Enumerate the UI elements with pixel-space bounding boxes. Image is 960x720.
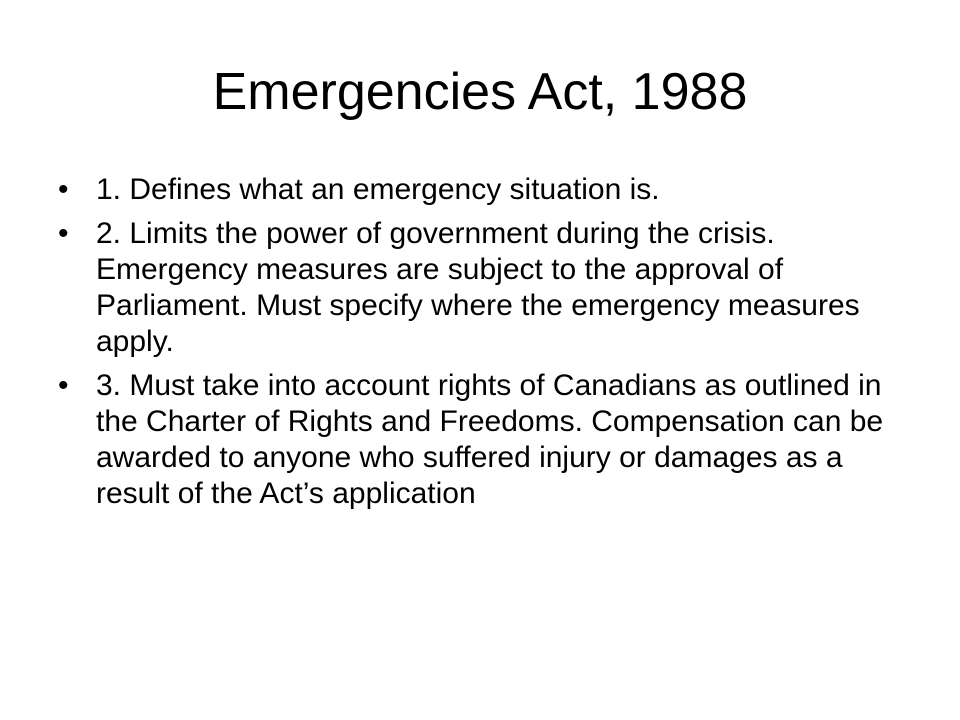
bullet-item-2 xyxy=(58,216,908,360)
bullet-text-1: 1. Defines what an emergency situation is. xyxy=(96,173,660,206)
bullet-text-3: 3. Must take into account rights of Canadians as outlined in the Charter of Rights and Freedoms. Compensation can be awarded to anyone who suffered injury or damages as a result of the Act’s application xyxy=(96,369,884,510)
bullet-item-1 xyxy=(58,172,908,208)
bullet-item-3 xyxy=(58,368,908,512)
bullet-dot-icon: • xyxy=(58,173,69,206)
bullet-dot-icon: • xyxy=(58,217,69,250)
bullet-text-2: 2. Limits the power of government during the crisis. Emergency measures are subject to the approval of Parliament. Must specify where the emergency measures apply. xyxy=(96,217,860,358)
bullet-list xyxy=(58,172,908,520)
slide-title: Emergencies Act, 1988 xyxy=(212,63,748,121)
bullet-dot-icon: • xyxy=(58,369,69,402)
